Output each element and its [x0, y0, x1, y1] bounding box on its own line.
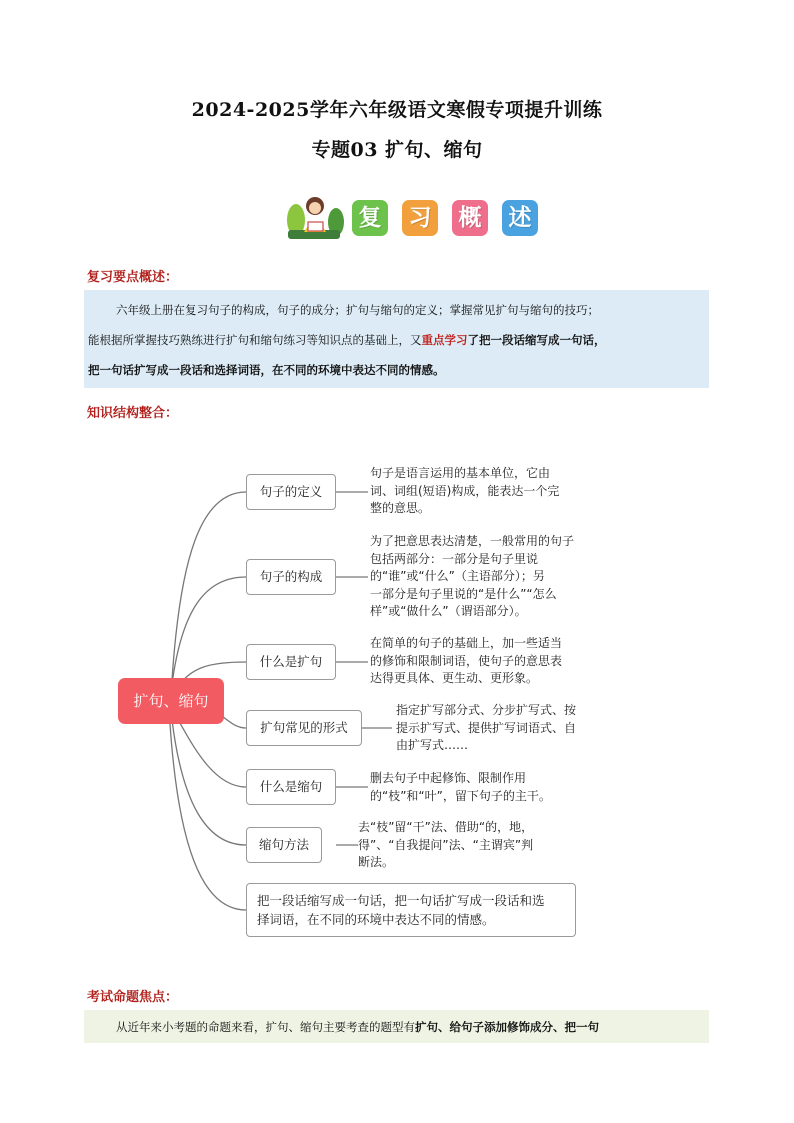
overview-line-2-bold: 了把一段话缩写成一句话， [467, 333, 606, 347]
banner-char-3: 概 [452, 200, 488, 236]
branch-what-is-contraction: 什么是缩句 [246, 769, 336, 805]
desc-line: 包括两部分：一部分是句子里说 [370, 551, 539, 566]
desc-line: 在简单的句子的基础上，加一些适当 [370, 636, 563, 650]
exam-box [84, 1010, 709, 1043]
desc-line: 句子是语言运用的基本单位，它由 [370, 466, 551, 480]
branch-summary [246, 883, 576, 937]
review-banner [284, 192, 544, 242]
desc-line: 得”、“自我提问”法、“主谓宾”判 [358, 837, 534, 852]
desc-line: 一部分是句子里说的“是什么”“怎么 [370, 586, 557, 601]
branch-contraction-methods: 缩句方法 [246, 827, 322, 863]
desc-line: 样”或“做什么”（谓语部分）。 [370, 604, 527, 618]
desc-line: 的“枝”和“叶”，留下句子的主干。 [370, 788, 551, 803]
desc-line: 词、词组(短语)构成，能表达一个完 [370, 483, 560, 498]
desc-line: 整的意思。 [370, 501, 431, 515]
desc-sentence-definition [370, 465, 559, 518]
exam-line-1 [88, 1012, 705, 1042]
branch-expansion-forms: 扩句常见的形式 [246, 710, 362, 746]
overview-box [84, 290, 709, 388]
banner-char-2: 习 [402, 200, 438, 236]
branch-sentence-structure: 句子的构成 [246, 559, 336, 595]
mind-map-root: 扩句、缩句 [118, 678, 224, 724]
desc-what-is-expansion [370, 635, 562, 688]
overview-emphasis: 重点学习 [421, 333, 468, 347]
exam-line-1-text: 从近年来小考题的命题来看，扩句、缩句主要考查的题型有 [116, 1020, 415, 1034]
desc-line: 提示扩写式、提供扩写词语式、自 [396, 720, 577, 735]
girl-reading-icon [284, 192, 346, 242]
desc-line: 由扩写式…… [396, 738, 469, 752]
page-subtitle: 专题03 扩句、缩句 [311, 139, 483, 161]
desc-contraction-methods [358, 819, 533, 872]
desc-line: 的修饰和限制词语，使句子的意思表 [370, 653, 563, 668]
mind-map [100, 440, 700, 960]
branch-what-is-expansion: 什么是扩句 [246, 644, 336, 680]
banner-char-4: 述 [502, 200, 538, 236]
desc-line: 达得更具体、更生动、更形象。 [370, 671, 539, 685]
overview-heading: 复习要点概述： [87, 270, 179, 285]
desc-line: 断法。 [358, 855, 395, 869]
desc-line: 为了把意思表达清楚，一般常用的句子 [370, 534, 575, 548]
exam-line-1-bold: 扩句、给句子添加修饰成分、把一句 [415, 1020, 599, 1034]
overview-line-2-text: 能根据所掌握技巧熟练进行扩句和缩句练习等知识点的基础上，又 [88, 333, 422, 347]
desc-sentence-structure [370, 533, 574, 621]
branch-sentence-definition: 句子的定义 [246, 474, 336, 510]
desc-expansion-forms [396, 702, 576, 755]
desc-line: 的“谁”或“什么”（主语部分）；另 [370, 569, 545, 583]
desc-line: 去“枝”留“干”法、借助“的，地， [358, 820, 534, 834]
exam-heading: 考试命题焦点： [87, 990, 179, 1005]
desc-line: 删去句子中起修饰、限制作用 [370, 771, 527, 785]
banner-char-1: 复 [352, 200, 388, 236]
overview-line-1: 六年级上册在复习句子的构成，句子的成分；扩句与缩句的定义；掌握常见扩句与缩句的技巧； [116, 303, 599, 317]
desc-line: 指定扩写部分式、分步扩写式、按 [396, 703, 577, 717]
summary-line-2: 择词语，在不同的环境中表达不同的情感。 [257, 912, 495, 927]
desc-what-is-contraction [370, 770, 551, 805]
overview-line-3: 把一句话扩写成一段话和选择词语，在不同的环境中表达不同的情感。 [88, 363, 445, 377]
summary-line-1: 把一段话缩写成一句话，把一句话扩写成一段话和选 [257, 893, 545, 908]
page-title: 2024-2025学年六年级语文寒假专项提升训练 [191, 99, 603, 121]
structure-heading: 知识结构整合： [87, 406, 179, 421]
overview-line-2 [88, 325, 705, 355]
